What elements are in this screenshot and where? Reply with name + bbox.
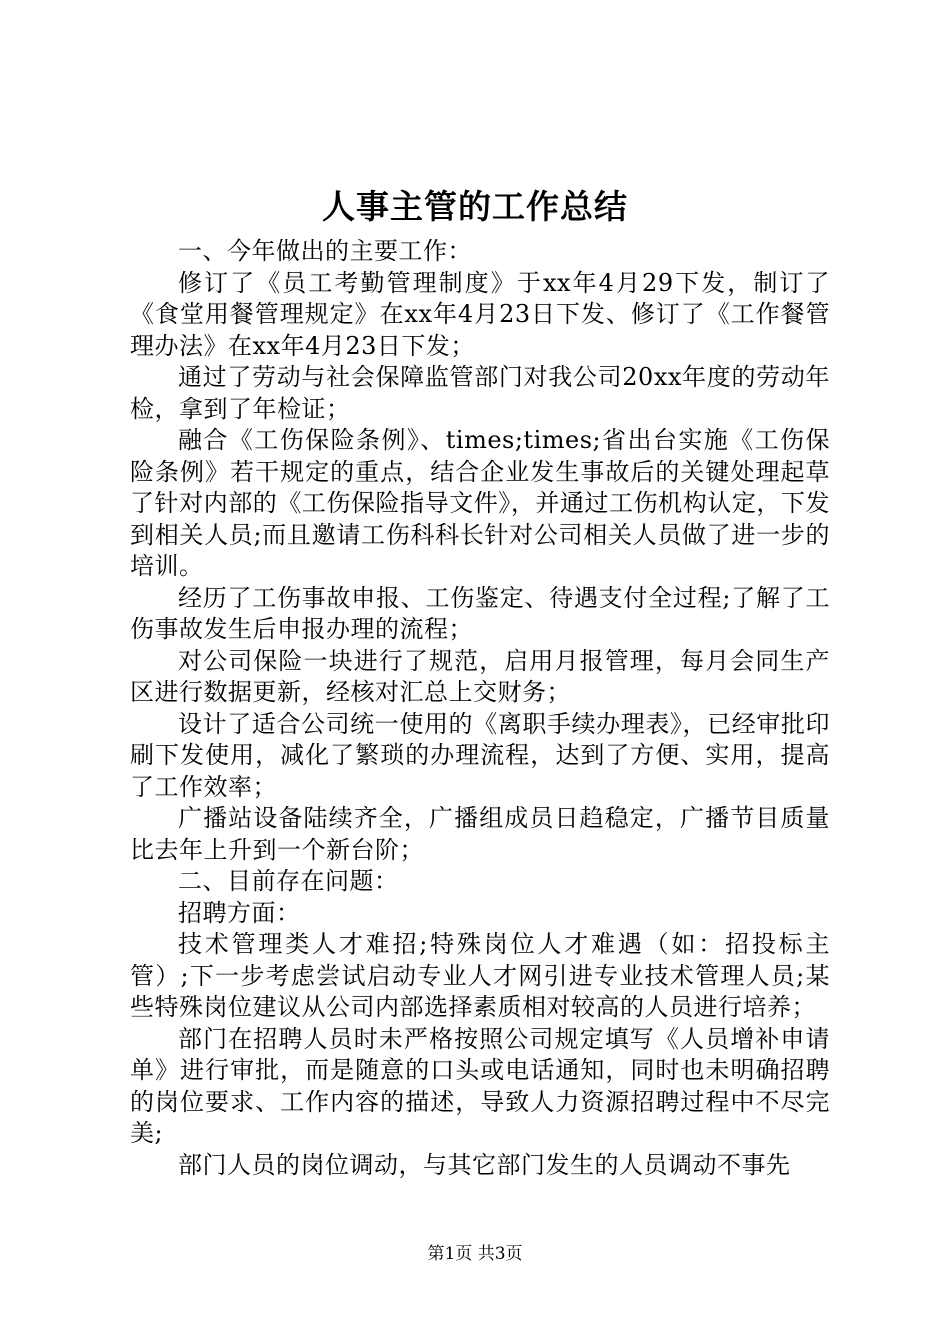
page-footer: 第1页 共3页 [427, 1244, 523, 1264]
paragraph: 技术管理类人才难招;特殊岗位人才难遇（如：招投标主管）;下一步考虑尝试启动专业人才网引进专业技术管理人员;某些特殊岗位建议从公司内部选择素质相对较高的人员进行培养； [130, 930, 830, 1021]
paragraph: 对公司保险一块进行了规范，启用月报管理，每月会同生产区进行数据更新，经核对汇总上交财务； [130, 646, 830, 706]
paragraph: 经历了工伤事故申报、工伤鉴定、待遇支付全过程;了解了工伤事故发生后申报办理的流程； [130, 583, 830, 643]
paragraph: 通过了劳动与社会保障监管部门对我公司20xx年度的劳动年检，拿到了年检证； [130, 363, 830, 423]
paragraph: 部门人员的岗位调动，与其它部门发生的人员调动不事先 [178, 1150, 791, 1179]
paragraph: 广播站设备陆续齐全，广播组成员日趋稳定，广播节目质量比去年上升到一个新台阶； [130, 804, 830, 864]
paragraph: 二、目前存在问题： [178, 867, 399, 895]
document-title: 人事主管的工作总结 [322, 187, 628, 226]
paragraph: 部门在招聘人员时未严格按照公司规定填写《人员增补申请单》进行审批，而是随意的口头或电话通知，同时也未明确招聘的岗位要求、工作内容的描述，导致人力资源招聘过程中不尽完美; [130, 1024, 830, 1147]
paragraph: 设计了适合公司统一使用的《离职手续办理表》，已经审批印刷下发使用，减化了繁琐的办理流程，达到了方便、实用，提高了工作效率； [130, 709, 830, 801]
paragraph: 修订了《员工考勤管理制度》于xx年4月29下发，制订了《食堂用餐管理规定》在xx年4月23日下发、修订了《工作餐管理办法》在xx年4月23日下发； [130, 268, 830, 360]
document-body [130, 236, 830, 1181]
paragraph: 招聘方面： [178, 898, 301, 927]
paragraph: 一、今年做出的主要工作： [178, 237, 472, 265]
paragraph: 融合《工伤保险条例》、times;times;省出台实施《工伤保险条例》若干规定的重点，结合企业发生事故后的关键处理起草了针对内部的《工伤保险指导文件》，并通过工伤机构认定，下发到相关人员;而且邀请工伤科科长针对公司相关人员做了进一步的培训。 [130, 426, 830, 580]
